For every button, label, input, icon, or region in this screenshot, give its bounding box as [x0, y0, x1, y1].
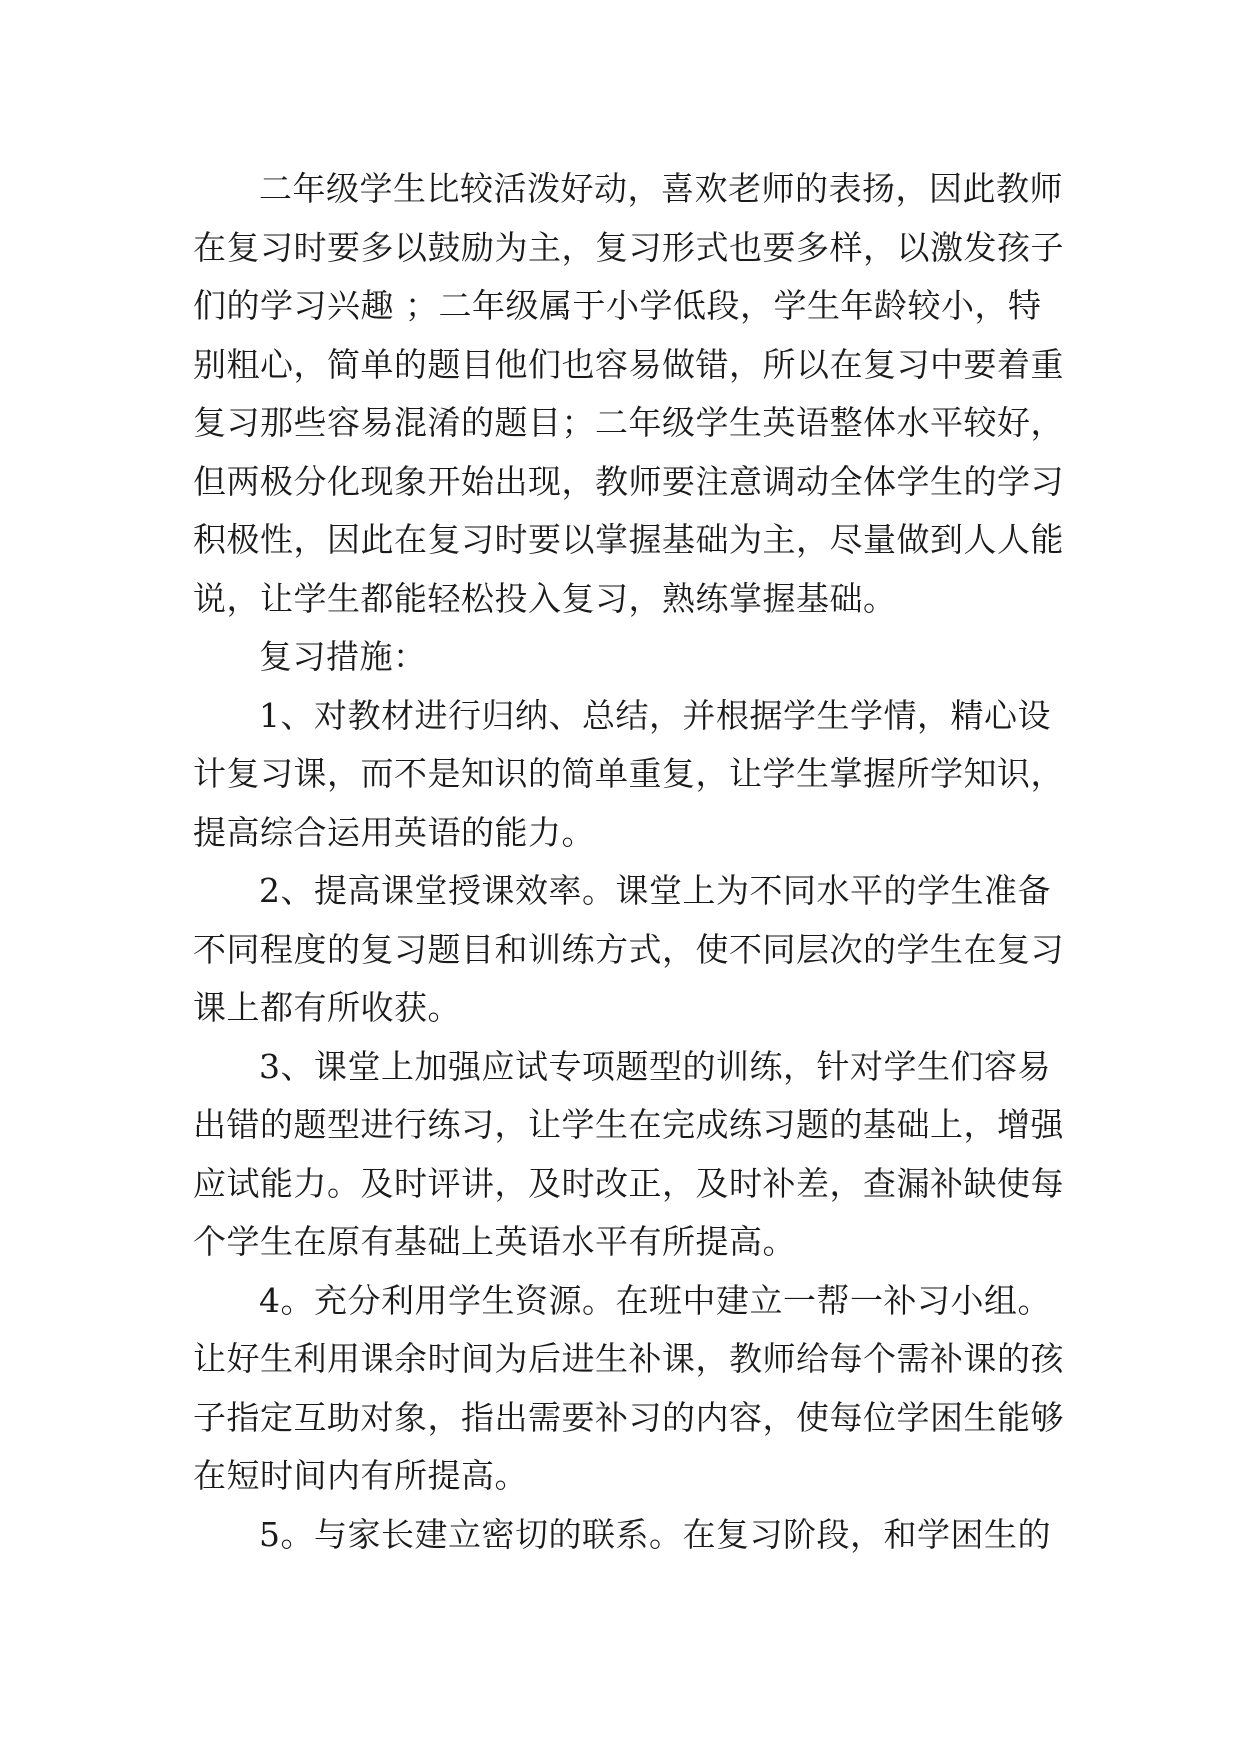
- text-line: 让好生利用课余时间为后进生补课，教师给每个需补课的孩: [193, 1339, 1064, 1378]
- text-line: 不同程度的复习题目和训练方式，使不同层次的学生在复习: [193, 929, 1064, 969]
- text-line: 2、提高课堂授课效率。课堂上为不同水平的学生准备: [259, 871, 1051, 910]
- text-line: 个学生在原有基础上英语水平有所提高。: [193, 1222, 796, 1261]
- text-line: 在短时间内有所提高。: [193, 1456, 528, 1495]
- text-line: 积极性，因此在复习时要以掌握基础为主，尽量做到人人能: [193, 520, 1064, 559]
- document-body: [193, 160, 1064, 1564]
- text-line: 计复习课，而不是知识的简单重复，让学生掌握所学知识，: [193, 754, 1064, 793]
- text-line: 课上都有所收获。: [193, 988, 461, 1027]
- text-line: 子指定互助对象，指出需要补习的内容，使每位学困生能够: [193, 1397, 1064, 1437]
- text-line: 复习措施：: [259, 637, 427, 676]
- text-line: 应试能力。及时评讲，及时改正，及时补差，查漏补缺使每: [193, 1163, 1064, 1203]
- text-line: 出错的题型进行练习，让学生在完成练习题的基础上，增强: [193, 1105, 1064, 1144]
- text-line: 5。与家长建立密切的联系。在复习阶段，和学困生的: [259, 1514, 1051, 1554]
- text-line: 复习那些容易混淆的题目；二年级学生英语整体水平较好，: [193, 403, 1064, 442]
- text-line: 1、对教材进行归纳、总结，并根据学生学情，精心设: [259, 695, 1051, 735]
- text-line: 们的学习兴趣 ；二年级属于小学低段，学生年龄较小，特: [193, 286, 1042, 325]
- text-line: 提高综合运用英语的能力。: [193, 812, 595, 852]
- text-line: 别粗心，简单的题目他们也容易做错，所以在复习中要着重: [193, 344, 1064, 384]
- text-line: 3、课堂上加强应试专项题型的训练，针对学生们容易: [259, 1046, 1051, 1086]
- text-line: 二年级学生比较活泼好动，喜欢老师的表扬，因此教师: [259, 169, 1063, 208]
- text-line: 但两极分化现象开始出现，教师要注意调动全体学生的学习: [193, 461, 1064, 501]
- text-line: 说，让学生都能轻松投入复习，熟练掌握基础。: [193, 578, 897, 618]
- text-line: 在复习时要多以鼓励为主，复习形式也要多样，以激发孩子: [193, 227, 1064, 267]
- text-line: 4。充分利用学生资源。在班中建立一帮一补习小组。: [259, 1280, 1051, 1320]
